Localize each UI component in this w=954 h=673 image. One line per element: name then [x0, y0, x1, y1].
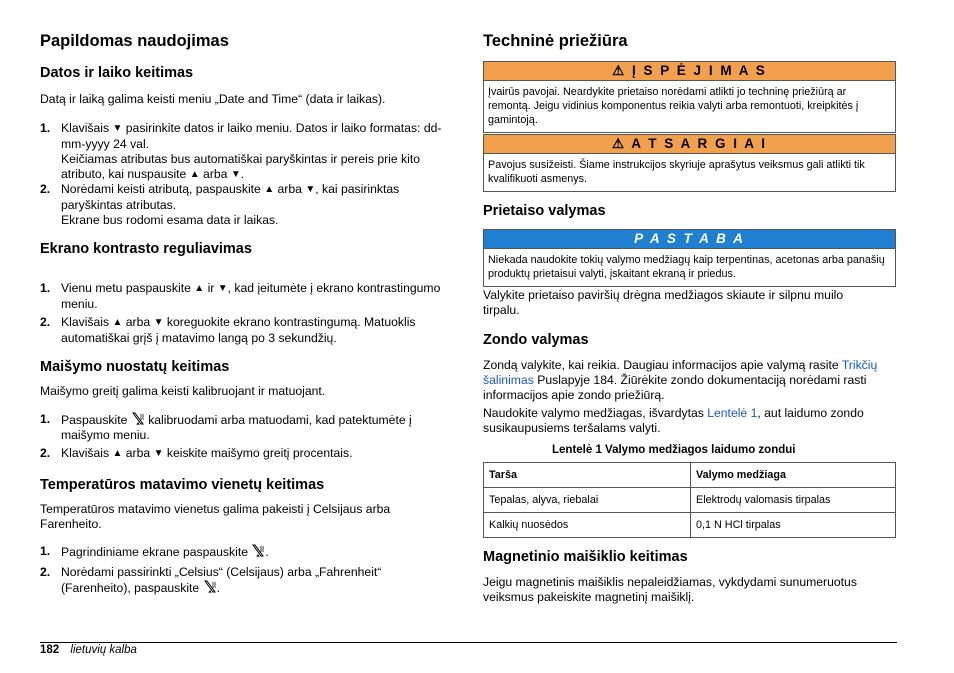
down-arrow-key-icon: ▼ — [230, 169, 241, 180]
datetime-heading: Datos ir laiko keitimas — [40, 65, 194, 81]
up-arrow-key-icon: ▲ — [264, 184, 275, 195]
stir-key-icon — [251, 544, 265, 558]
warning-triangle-icon: ⚠ — [612, 63, 627, 78]
datetime-intro: Datą ir laiką galima keisti meniu „Date and Time“ (data ir laikas). — [40, 92, 386, 106]
up-arrow-key-icon: ▲ — [112, 448, 123, 459]
up-arrow-key-icon: ▲ — [112, 317, 123, 328]
caution-band: ⚠ A T S A R G I A I — [484, 135, 895, 154]
up-arrow-key-icon: ▲ — [194, 283, 205, 294]
clean-probe-heading: Zondo valymas — [483, 332, 589, 348]
footer-divider — [40, 642, 897, 643]
footer — [40, 644, 137, 656]
stir-intro: Maišymo greitį galima keisti kalibruojant ir matuojant. — [40, 384, 326, 398]
temp-heading: Temperatūros matavimo vienetų keitimas — [40, 477, 325, 493]
contrast-step-1: 1. Vienu metu paspauskite ▲ ir ▼, kad įeitumėte į ekrano kontrastingumo meniu. — [40, 281, 441, 311]
stir-step-1: 1. Paspauskite kalibruodami arba matuodami, kad patektumėte į maišymo meniu. — [40, 412, 412, 442]
table-cell: Tepalas, alyva, riebalai — [484, 488, 691, 513]
down-arrow-key-icon: ▼ — [217, 283, 228, 294]
stir-heading: Maišymo nuostatų keitimas — [40, 359, 230, 375]
table-header-cell: Valymo medžiaga — [691, 463, 896, 488]
clean-device-text: Valykite prietaiso paviršių drėgna medžiagos skiaute ir silpnu muilo tirpalu. — [483, 288, 844, 317]
warning-triangle-icon: ⚠ — [611, 136, 627, 151]
troubleshooting-link[interactable]: Trikčių šalinimas — [483, 358, 878, 387]
up-arrow-key-icon: ▲ — [189, 169, 200, 180]
table-1-link[interactable]: Lentelė 1 — [707, 406, 758, 420]
table-header-row — [484, 463, 896, 488]
caution-box — [483, 134, 896, 192]
table-row — [484, 488, 896, 513]
temp-step-1: 1. Pagrindiniame ekrane paspauskite . — [40, 544, 269, 559]
contrast-step-2: 2. Klavišais ▲ arba ▼ koreguokite ekrano kontrastingumą. Matuoklis automatiškai grįš į matavimo langą po 3 sekundžių. — [40, 315, 416, 345]
datetime-step-1: 1. Klavišais ▼ pasirinkite datos ir laiko meniu. Datos ir laiko formatas: dd-mm-yyyy 24 val. Keičiamas atributas bus automatiškai paryškintas ir pereis prie kito atributo, kai nuspausite ▲ arba ▼. — [40, 121, 442, 181]
temp-intro: Temperatūros matavimo vienetus galima pakeisti į Celsijaus arba Farenheito. — [40, 502, 391, 531]
caution-text: Pavojus susižeisti. Šiame instrukcijos skyriuje aprašytus veiksmus gali atlikti tik kvalifikuoti asmenys. — [488, 159, 865, 185]
down-arrow-key-icon: ▼ — [305, 184, 316, 195]
table-cell: Elektrodų valomasis tirpalas — [691, 488, 896, 513]
warning-box — [483, 61, 896, 133]
clean-device-heading: Prietaiso valymas — [483, 203, 606, 219]
table-header-cell: Tarša — [484, 463, 691, 488]
table-cell: Kalkių nuosėdos — [484, 513, 691, 538]
table-caption: Lentelė 1 Valymo medžiagos laidumo zondui — [552, 444, 796, 456]
warning-band: ⚠ Į S P Ė J I M A S — [484, 62, 895, 81]
down-arrow-key-icon: ▼ — [112, 123, 123, 134]
section-title: Techninė priežiūra — [483, 32, 628, 50]
table-cell: 0,1 N HCl tirpalas — [691, 513, 896, 538]
down-arrow-key-icon: ▼ — [153, 448, 164, 459]
clean-probe-paragraph-1: Zondą valykite, kai reikia. Daugiau informacijos apie valymą rasite Trikčių šalinimas Puslapyje 184. Žiūrėkite zondo dokumentaciją norėdami rasti informacijos apie zondo priežiūrą. — [483, 358, 878, 402]
stirrer-text: Jeigu magnetinis maišiklis nepaleidžiamas, vykdydami sunumeruotus veiksmus pakeiskite magnetinį maišiklį. — [483, 575, 857, 604]
note-band: P A S T A B A — [484, 230, 895, 249]
stirrer-heading: Magnetinio maišiklio keitimas — [483, 549, 688, 565]
table-row — [484, 513, 896, 538]
datetime-step-2: 2. Norėdami keisti atributą, paspauskite ▲ arba ▼, kai pasirinktas paryškintas atributas. Ekrane bus rodomi esama data ir laikas. — [40, 182, 400, 227]
cleaning-table — [483, 462, 896, 538]
section-title: Papildomas naudojimas — [40, 32, 229, 50]
stir-key-icon — [203, 580, 217, 594]
footer-language: lietuvių kalba — [70, 644, 137, 656]
stir-key-icon — [131, 412, 145, 426]
note-text: Niekada naudokite tokių valymo medžiagų kaip terpentinas, acetonas arba panašių produktų prietaisui valyti, įskaitant ekraną ir priedus. — [488, 254, 885, 280]
clean-probe-paragraph-2: Naudokite valymo medžiagas, išvardytas Lentelė 1, aut laidumo zondo susikaupusiems teršalams valyti. — [483, 406, 864, 435]
temp-step-2: 2. Norėdami passirinkti „Celsius“ (Celsijaus) arba „Fahrenheit“ (Farenheito), paspauskite . — [40, 565, 382, 595]
stir-step-2: 2. Klavišais ▲ arba ▼ keiskite maišymo greitį procentais. — [40, 446, 353, 460]
note-box — [483, 229, 896, 287]
contrast-heading: Ekrano kontrasto reguliavimas — [40, 241, 252, 257]
warning-text: Įvairūs pavojai. Neardykite prietaiso norėdami atlikti jo techninę priežiūrą ar remontą. Jeigu vidinius komponentus reikia valyti arba remontuoti, kreipkitės į gamintoją. — [488, 86, 859, 126]
down-arrow-key-icon: ▼ — [153, 317, 164, 328]
page-number: 182 — [40, 644, 60, 656]
